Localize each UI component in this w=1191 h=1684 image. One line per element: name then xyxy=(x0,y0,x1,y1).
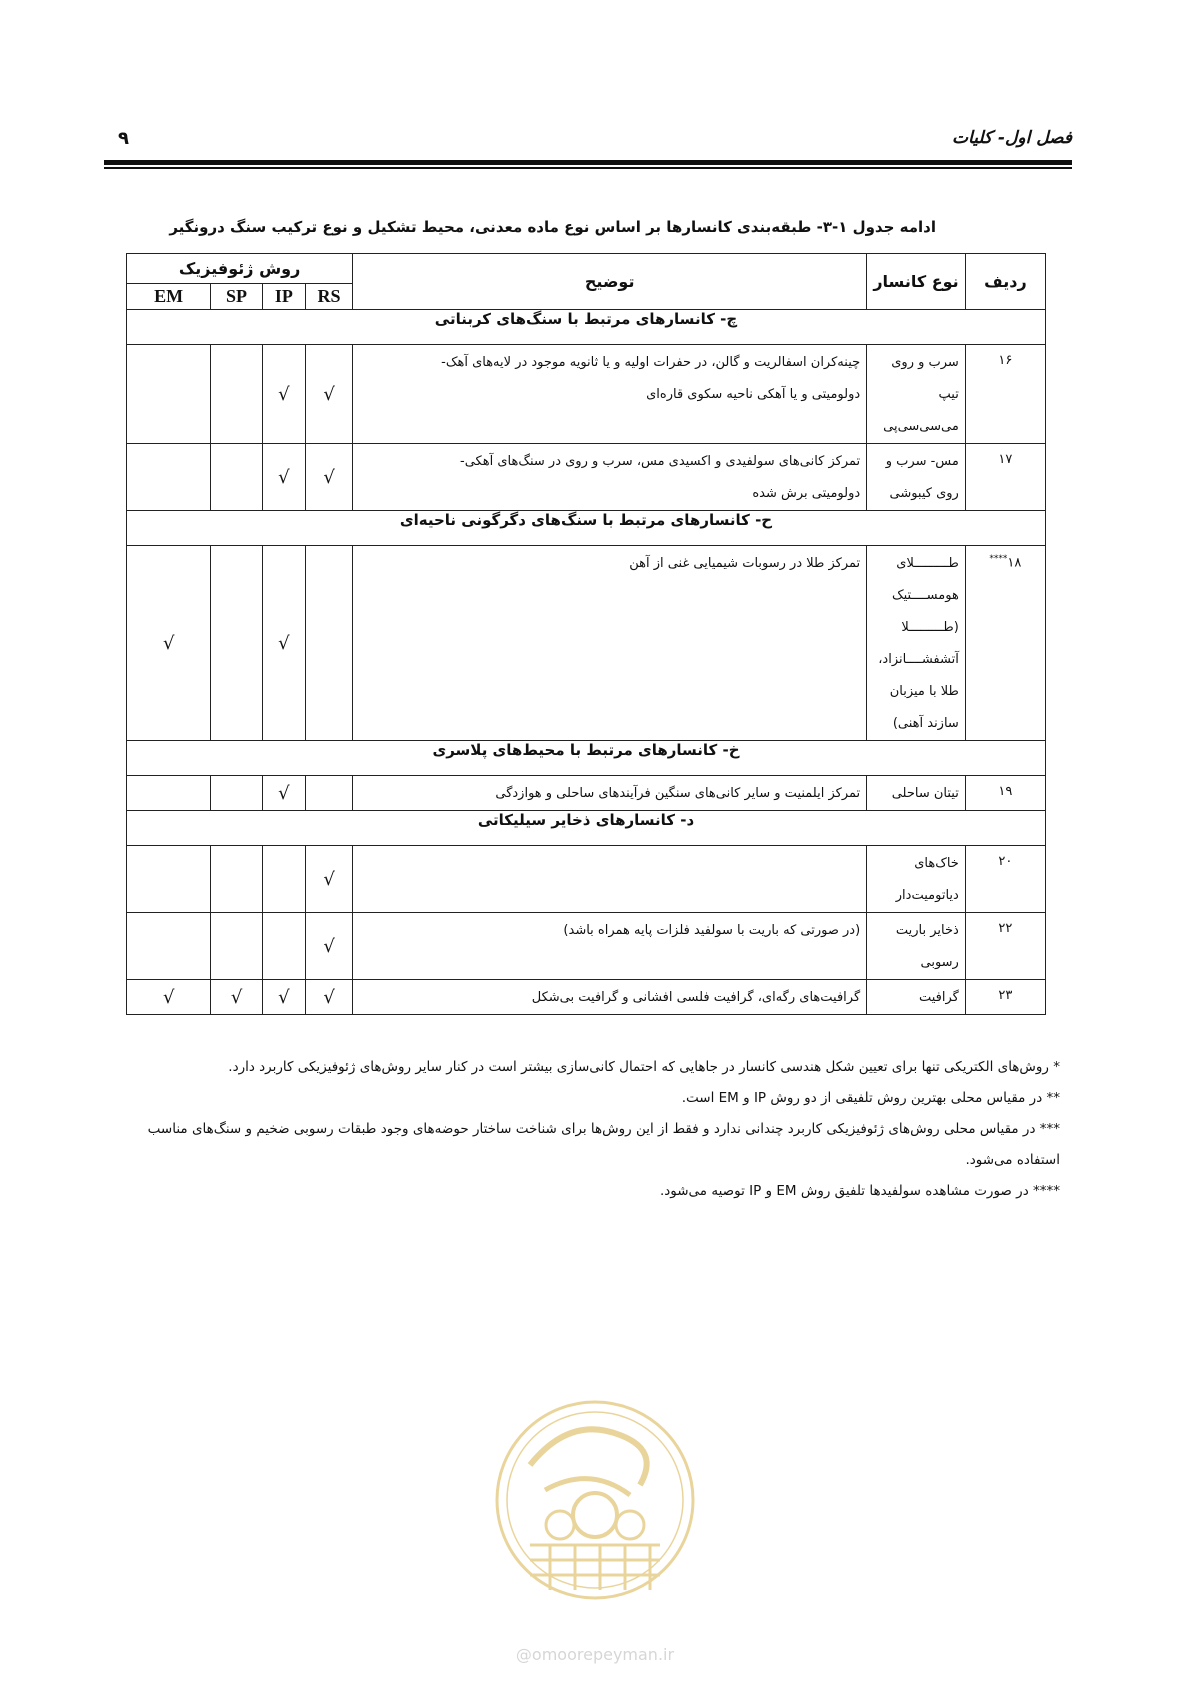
cell-ip-mark: √ xyxy=(262,776,305,811)
cell-rs-mark: √ xyxy=(305,913,352,980)
description-line: دولومیتی و یا آهکی ناحیه سکوی قاره‌ای xyxy=(646,387,861,402)
radif-number: ۱۹ xyxy=(998,784,1013,799)
footnote-1: * روش‌های الکتریکی تنها برای تعیین شکل هندسی کانسار در جاهایی که احتمال کانی‌سازی بیشتر است در کنار سایر روش‌های ژئوفیزیکی کاربرد دارد. xyxy=(228,1059,1060,1075)
deposit-kind-line: می‌سی‌سی‌پی xyxy=(883,419,959,434)
cell-rs-mark: √ xyxy=(305,444,352,511)
cell-deposit-kind xyxy=(867,980,966,1015)
cell-radif xyxy=(965,846,1045,913)
cell-rs-mark: √ xyxy=(305,345,352,444)
col-header-rs: RS xyxy=(305,284,352,310)
deposit-kind-line: (طـــــــــلا xyxy=(901,620,959,635)
cell-em-mark: √ xyxy=(127,546,211,741)
deposit-kind-line: دیاتومیت‌دار xyxy=(895,888,959,903)
deposit-kind-line: خاک‌های xyxy=(914,856,959,871)
cell-sp-mark xyxy=(211,776,262,811)
cell-radif xyxy=(965,913,1045,980)
col-header-em: EM xyxy=(127,284,211,310)
cell-ip-mark: √ xyxy=(262,345,305,444)
table-title: ادامه جدول ۱-۳- طبقه‌بندی کانسارها بر اساس نوع ماده معدنی، محیط تشکیل و نوع ترکیب سنگ درونگیر xyxy=(169,218,936,236)
watermark-url: @omoorepeyman.ir xyxy=(515,1645,675,1664)
description-line: (در صورتی که باریت با سولفید فلزات پایه همراه باشد) xyxy=(563,923,861,938)
table-row xyxy=(127,546,1046,741)
section-header-row xyxy=(127,310,1046,345)
table-row xyxy=(127,345,1046,444)
cell-rs-mark xyxy=(305,546,352,741)
col-header-sp: SP xyxy=(211,284,262,310)
footnote-3: *** در مقیاس محلی روش‌های ژئوفیزیکی کاربرد چندانی ندارد و فقط از این روش‌ها برای شناخت ساختار حوضه‌های وجود طبقات رسوبی ضخیم و سنگ‌های مناسب استفاده می‌شود. xyxy=(147,1121,1060,1168)
cell-description xyxy=(353,776,867,811)
description-line: گرافیت‌های رگه‌ای، گرافیت فلسی افشانی و گرافیت بی‌شکل xyxy=(531,990,861,1005)
description-line: دولومیتی برش شده xyxy=(752,486,861,501)
cell-rs-mark xyxy=(305,776,352,811)
section-title: ح- کانسارهای مرتبط با سنگ‌های دگرگونی ناحیه‌ای xyxy=(127,511,1046,546)
cell-radif xyxy=(965,345,1045,444)
cell-deposit-kind xyxy=(867,444,966,511)
deposit-kind-line: هومســــتیک xyxy=(891,588,959,603)
cell-sp-mark xyxy=(211,345,262,444)
cell-description xyxy=(353,913,867,980)
deposit-kind-line: تیپ xyxy=(938,387,959,402)
cell-radif xyxy=(965,980,1045,1015)
description-line: تمرکز ایلمنیت و سایر کانی‌های سنگین فرآیندهای ساحلی و هوازدگی xyxy=(495,786,861,801)
cell-description xyxy=(353,345,867,444)
cell-rs-mark: √ xyxy=(305,846,352,913)
cell-em-mark xyxy=(127,444,211,511)
cell-sp-mark xyxy=(211,846,262,913)
deposit-kind-line: روی کیبوشی xyxy=(889,486,959,501)
table-row xyxy=(127,980,1046,1015)
cell-description xyxy=(353,444,867,511)
cell-deposit-kind xyxy=(867,546,966,741)
deposit-kind-line: تیتان ساحلی xyxy=(891,786,959,801)
cell-description xyxy=(353,846,867,913)
col-header-geophysics: روش ژئوفیزیک xyxy=(127,254,353,284)
deposit-kind-line: مس- سرب و xyxy=(885,454,959,469)
table-row xyxy=(127,776,1046,811)
col-header-kind: نوع کانسار xyxy=(867,254,966,310)
cell-em-mark: √ xyxy=(127,980,211,1015)
deposit-kind-line: رسوبی xyxy=(920,955,959,970)
deposit-kind-line: آتشفشــــانزاد، xyxy=(878,652,959,667)
footnote-2: ** در مقیاس محلی بهترین روش تلفیقی از دو روش IP و EM است. xyxy=(681,1090,1060,1106)
radif-footnote-marker: **** xyxy=(989,554,1008,564)
section-title: چ- کانسارهای مرتبط با سنگ‌های کربناتی xyxy=(127,310,1046,345)
section-title: د- کانسارهای ذخایر سیلیکاتی xyxy=(127,811,1046,846)
cell-deposit-kind xyxy=(867,345,966,444)
deposit-classification-table xyxy=(126,253,1046,1015)
cell-ip-mark: √ xyxy=(262,980,305,1015)
cell-deposit-kind xyxy=(867,913,966,980)
header-rule-thin xyxy=(104,167,1072,169)
table-body xyxy=(127,310,1046,1015)
cell-em-mark xyxy=(127,913,211,980)
section-header-row xyxy=(127,811,1046,846)
cell-rs-mark: √ xyxy=(305,980,352,1015)
section-header-row xyxy=(127,511,1046,546)
cell-ip-mark xyxy=(262,913,305,980)
col-header-ip: IP xyxy=(262,284,305,310)
page-number: ۹ xyxy=(118,128,129,149)
radif-number: ۲۰ xyxy=(998,854,1013,869)
table-row xyxy=(127,444,1046,511)
radif-number: ۱۷ xyxy=(998,452,1013,467)
radif-number: ۲۳ xyxy=(998,988,1013,1003)
chapter-title: فصل اول- کلیات xyxy=(952,128,1072,148)
page-header xyxy=(104,128,1072,152)
radif-number: ۱۸ xyxy=(1007,555,1022,571)
cell-sp-mark xyxy=(211,546,262,741)
col-header-description: توضیح xyxy=(353,254,867,310)
description-line: چینه‌کران اسفالریت و گالن، در حفرات اولیه و یا ثانویه موجود در لایه‌های آهک- xyxy=(441,355,861,370)
table-row xyxy=(127,913,1046,980)
cell-radif xyxy=(965,444,1045,511)
cell-ip-mark: √ xyxy=(262,444,305,511)
cell-deposit-kind xyxy=(867,776,966,811)
cell-em-mark xyxy=(127,345,211,444)
cell-radif xyxy=(965,776,1045,811)
description-line: تمرکز طلا در رسوبات شیمیایی غنی از آهن xyxy=(629,556,861,571)
deposit-kind-line: طلا با میزبان xyxy=(889,684,959,699)
deposit-kind-line: سرب و روی xyxy=(891,355,959,370)
deposit-kind-line: سازند آهنی) xyxy=(892,716,959,731)
cell-sp-mark xyxy=(211,913,262,980)
cell-radif xyxy=(965,546,1045,741)
radif-number: ۱۶ xyxy=(998,353,1013,368)
footnote-4: **** در صورت مشاهده سولفیدها تلفیق روش EM و IP توصیه می‌شود. xyxy=(659,1183,1060,1199)
cell-ip-mark xyxy=(262,846,305,913)
header-rule-thick xyxy=(104,160,1072,165)
deposit-kind-line: طـــــــــلای xyxy=(896,556,959,571)
col-header-radif: ردیف xyxy=(965,254,1045,310)
publisher-watermark-logo xyxy=(490,1395,700,1675)
deposit-kind-line: گرافیت xyxy=(918,990,959,1005)
cell-sp-mark xyxy=(211,444,262,511)
cell-ip-mark: √ xyxy=(262,546,305,741)
radif-number: ۲۲ xyxy=(998,921,1013,936)
cell-sp-mark: √ xyxy=(211,980,262,1015)
cell-description xyxy=(353,546,867,741)
footnotes xyxy=(126,1052,1060,1207)
description-line: تمرکز کانی‌های سولفیدی و اکسیدی مس، سرب و روی در سنگ‌های آهکی- xyxy=(460,454,861,469)
deposit-kind-line: ذخایر باریت xyxy=(895,923,959,938)
section-title: خ- کانسارهای مرتبط با محیط‌های پلاسری xyxy=(127,741,1046,776)
cell-em-mark xyxy=(127,776,211,811)
table-row xyxy=(127,846,1046,913)
section-header-row xyxy=(127,741,1046,776)
cell-em-mark xyxy=(127,846,211,913)
cell-deposit-kind xyxy=(867,846,966,913)
cell-description xyxy=(353,980,867,1015)
